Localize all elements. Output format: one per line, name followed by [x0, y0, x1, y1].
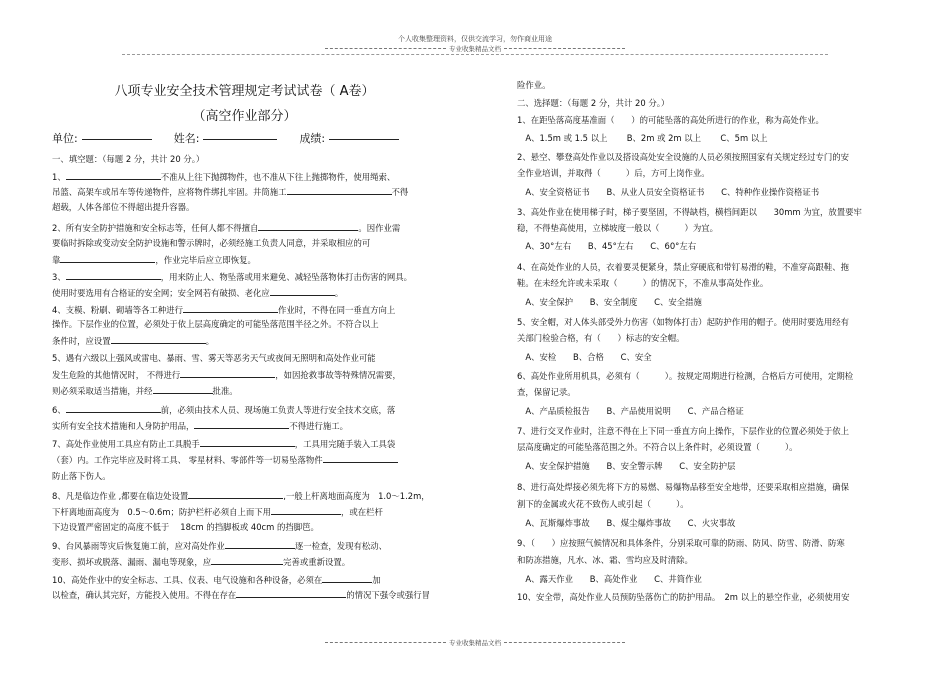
question-text: 查，保留记录。: [517, 387, 576, 397]
question-text: 3、: [52, 272, 66, 282]
question-text: 超载，人体各部位不得超出提升容器。: [52, 202, 195, 212]
question-text: ，作业完毕后应立即恢复。: [155, 255, 256, 265]
answer-blank[interactable]: [211, 556, 283, 565]
question-text: 操作。下层作业的位置，必须处于依上层高度确定的可能坠落范围半径之外。不符合以上: [52, 319, 379, 329]
question-text: ，或在栏杆: [341, 507, 383, 517]
page-footer: [322, 638, 628, 647]
question-text: 不准从上往下抛掷物件，也不准从下往上抛掷物件，使用绳索、: [160, 172, 396, 182]
question-text: 4、在高处作业的人员，衣着要灵便紧身，禁止穿硬底和带钉易滑的鞋，不准穿高跟鞋、拖: [517, 262, 849, 272]
name-blank: [203, 130, 277, 140]
fill-blank-line: [52, 522, 319, 532]
dash-line: [504, 642, 625, 643]
question-text: 吊篮、高架车或吊车等传递物件，应将物件绑扎牢固。井筒施工: [52, 187, 287, 197]
answer-options: A、安全保护 B、安全制度 C、安全措施: [517, 297, 702, 307]
question-text: 的情况下强令或强行冒: [346, 590, 430, 600]
question-text: 以检查，确认其完好，方能投入使用。不得在存在: [52, 590, 237, 600]
answer-blank[interactable]: [271, 506, 341, 515]
question-text: 全作业培训，并取得（ ）后，方可上岗作业。: [517, 168, 710, 178]
section-heading: 一、填空题：（每题 2 分，共计 20 分。）: [52, 154, 205, 164]
question-text: ,一般上杆离地面高度为 1.0～1.2m，: [283, 491, 430, 501]
question-text: 。因作业需: [358, 223, 401, 233]
question-text: 鞋。在未经允许或未采取（ ）的情况下，不准从事高处作业。: [517, 278, 769, 288]
footer-label: 专业收集精品文档: [449, 639, 501, 647]
header-rule-label: 专业收集精品文档: [449, 45, 501, 53]
answer-blank[interactable]: [194, 420, 289, 429]
dash-line: [504, 48, 625, 49]
fill-blank-line: [52, 404, 395, 415]
question-text: 3、高处作业在使用梯子时，梯子要坚固，不得缺档，横档间距以 30mm 为宜，放置要牢: [517, 207, 862, 217]
question-text: 9、（ ）应按照气候情况和具体条件，分别采取可靠的防雨、防风、防雪、防滑、防寒: [517, 538, 845, 548]
question-text: 加: [372, 575, 381, 585]
answer-blank[interactable]: [323, 454, 398, 463]
section-heading: 二、选择题：（每题 2 分，共计 20 分。）: [517, 98, 670, 108]
question-text: 下杆离地面高度为 0.5～0.6m；防护栏杆必须自上而下用: [52, 507, 272, 517]
score-blank: [329, 130, 399, 140]
answer-blank[interactable]: [258, 222, 358, 231]
dash-line: [325, 48, 446, 49]
fill-blank-line: [52, 506, 383, 517]
question-text: 层高度确定的可能坠落范围之外。不符合以上条件时，必须设置（ ）。: [517, 442, 798, 452]
answer-options: A、露天作业 B、高处作业 C、井筒作业: [517, 574, 702, 584]
fill-blank-line: [52, 438, 395, 449]
question-text: ，如因抢救事故等特殊情况需要，: [275, 370, 401, 380]
answer-blank[interactable]: [66, 404, 161, 413]
question-text: 靠: [52, 255, 61, 265]
question-text: 6、: [52, 405, 66, 415]
name-label: 姓名:: [173, 132, 200, 145]
fill-blank-line: [52, 454, 398, 465]
question-text: ，用来防止人、物坠落或用来避免、减轻坠落物体打击伤害的网具。: [160, 272, 412, 282]
answer-blank[interactable]: [66, 171, 161, 180]
question-text: 要临时拆除或变动安全防护设施和警示牌时，必须经施工负责人同意，并采取相应的可: [52, 238, 371, 248]
exam-info-row: [52, 130, 437, 146]
page-header-text: 个人收集整理资料，仅供交流学习，勿作商业用途: [398, 35, 552, 43]
fill-blank-line: [52, 304, 395, 315]
fill-blank-line: [52, 186, 408, 197]
question-text: 发生危险的其他情况时， 不得进行: [52, 370, 181, 380]
question-text: 和防冻措施，凡水、冰、霜、雪均应及时清除。: [517, 555, 693, 565]
question-text: 不得进行施工。: [289, 421, 348, 431]
answer-blank[interactable]: [287, 186, 392, 195]
fill-blank-line: [52, 574, 381, 585]
header-divider: [122, 54, 828, 55]
fill-blank-line: [52, 490, 430, 501]
question-text: 批准。: [212, 386, 238, 396]
question-text: 。: [205, 336, 214, 346]
question-text: 不得: [391, 187, 409, 197]
question-text: 4、支模、粉刷、砌墙等各工种进行: [52, 305, 183, 315]
fill-blank-line: [52, 420, 348, 431]
fill-blank-line: [52, 556, 350, 567]
fill-blank-line: [52, 271, 412, 282]
question-text: 使用时要选用有合格证的安全网；安全网若有破损、老化应: [52, 288, 270, 298]
answer-blank[interactable]: [188, 490, 283, 499]
question-text: 防止落下伤人。: [52, 471, 111, 481]
answer-blank[interactable]: [225, 540, 295, 549]
question-text: 下边设置严密固定的高度不低于 18cm 的挡脚板或 40cm 的挡脚笆。: [52, 522, 319, 532]
answer-blank[interactable]: [153, 385, 213, 394]
answer-blank[interactable]: [111, 335, 206, 344]
question-text: 逐一检查，发现有松动、: [294, 541, 387, 551]
answer-options: A、1.5m 或 1.5 以上 B、2m 或 2m 以上 C、5m 以上: [517, 133, 768, 143]
fill-blank-line: [52, 589, 430, 600]
dash-line: [325, 642, 446, 643]
question-text: 作业时，不得在同一垂直方向上: [277, 305, 396, 315]
answer-options: A、产品质检报告 B、产品使用说明 C、产品合格证: [517, 406, 744, 416]
page-header-rule: [322, 44, 628, 53]
question-text: 8、凡是临边作业 ,都要在临边处设置: [52, 491, 189, 501]
continued-text: 险作业。: [517, 80, 551, 90]
answer-blank[interactable]: [200, 438, 295, 447]
question-text: 关部门检验合格，有（ ）标志的安全帽。: [517, 333, 685, 343]
question-text: 1、: [52, 172, 66, 182]
answer-blank[interactable]: [180, 369, 275, 378]
answer-blank[interactable]: [66, 271, 161, 280]
exam-title: 八项专业安全技术管理规定考试试卷（ A卷）: [114, 84, 375, 99]
question-text: 变形、损坏或脱落、漏雨、漏电等现象，应: [52, 557, 212, 567]
question-text: 10、高处作业中的安全标志、工具、仪表、电气设施和各种设备，必须在: [52, 575, 323, 585]
question-text: 实所有安全技术措施和人身防护用品，: [52, 421, 195, 431]
question-text: 6、高处作业所用机具，必须有（ ）。按规定周期进行检测，合格后方可使用，定期检: [517, 371, 854, 381]
answer-blank[interactable]: [236, 589, 346, 598]
fill-blank-line: [52, 335, 214, 346]
question-text: 前，必须由技术人员、现场施工负责人等进行安全技术交底，落: [160, 405, 396, 415]
fill-blank-line: [52, 254, 256, 265]
question-text: 稳，不得垫高使用，立梯坡度一般以（ ）为宜。: [517, 223, 718, 233]
answer-options: A、安全资格证书 B、从业人员安全资格证书 C、特种作业操作资格证书: [517, 187, 820, 197]
answer-options: A、30°左右 B、45°左右 C、60°左右: [517, 241, 697, 251]
question-text: 2、所有安全防护措施和安全标志等，任何人都不得擅自: [52, 223, 259, 233]
fill-blank-line: [52, 353, 376, 363]
question-text: 5、遇有六级以上强风或雷电、暴雨、雪、雾天等恶劣天气或夜间无照明和高处作业可能: [52, 353, 376, 363]
fill-blank-line: [52, 540, 387, 551]
answer-blank[interactable]: [270, 287, 335, 296]
answer-blank[interactable]: [183, 304, 278, 313]
question-text: 8、进行高处焊接必须先将下方的易燃、易爆物品移至安全地带，还要采取相应措施，确保: [517, 482, 849, 492]
question-text: 。: [334, 288, 344, 298]
question-text: 1、在距坠落高度基准面（ ）的可能坠落的高处所进行的作业，称为高处作业。: [517, 115, 824, 125]
question-text: 9、台风暴雨等灾后恢复施工前，应对高处作业: [52, 541, 225, 551]
question-text: 则必须采取适当措施，并经: [52, 386, 153, 396]
question-text: （套）内。工作完毕应及时将工具、 零星材料、零部件等一切易坠落物件: [52, 455, 323, 465]
fill-blank-line: [52, 319, 379, 329]
fill-blank-line: [52, 238, 370, 248]
question-text: 完善或重新设置。: [283, 557, 351, 567]
question-text: 割下的金属或火花不致伤人或引起（ ）。: [517, 499, 689, 509]
exam-subtitle: （高空作业部分）: [192, 109, 297, 124]
score-label: 成绩:: [299, 132, 326, 145]
fill-blank-line: [52, 369, 401, 380]
answer-blank[interactable]: [322, 574, 372, 583]
answer-options: A、安检 B、合格 C、安全: [517, 352, 652, 362]
unit-label: 单位:: [52, 132, 78, 145]
fill-blank-line: [52, 222, 400, 233]
answer-options: A、瓦斯爆炸事故 B、煤尘爆炸事故 C、火灾事故: [517, 518, 736, 528]
fill-blank-line: [52, 471, 111, 481]
question-text: 5、安全帽，对人体头部受外力伤害（如物体打击）起防护作用的帽子。使用时要选用经有: [517, 317, 849, 327]
question-text: 2、悬空、攀登高处作业以及搭设高处安全设施的人员必须按照国家有关规定经过专门的安: [517, 152, 849, 162]
fill-blank-line: [52, 202, 194, 212]
fill-blank-line: [52, 287, 343, 298]
question-text: 7、高处作业使用工具应有防止工具脱手: [52, 439, 200, 449]
question-text: 7、进行交叉作业时，注意不得在上下同一垂直方向上操作，下层作业的位置必须处于依上: [517, 426, 849, 436]
question-text: 10、安全带，高处作业人员预防坠落伤亡的防护用品。 2m 以上的悬空作业，必须使用安: [517, 592, 850, 602]
fill-blank-line: [52, 385, 238, 396]
answer-options: A、安全保护措施 B、安全警示牌 C、安全防护层: [517, 461, 736, 471]
fill-blank-line: [52, 171, 395, 182]
question-text: 条件时，应设置: [52, 336, 111, 346]
question-text: ，工具用完随手装入工具袋: [294, 439, 396, 449]
answer-blank[interactable]: [60, 254, 155, 263]
unit-blank: [82, 130, 152, 140]
